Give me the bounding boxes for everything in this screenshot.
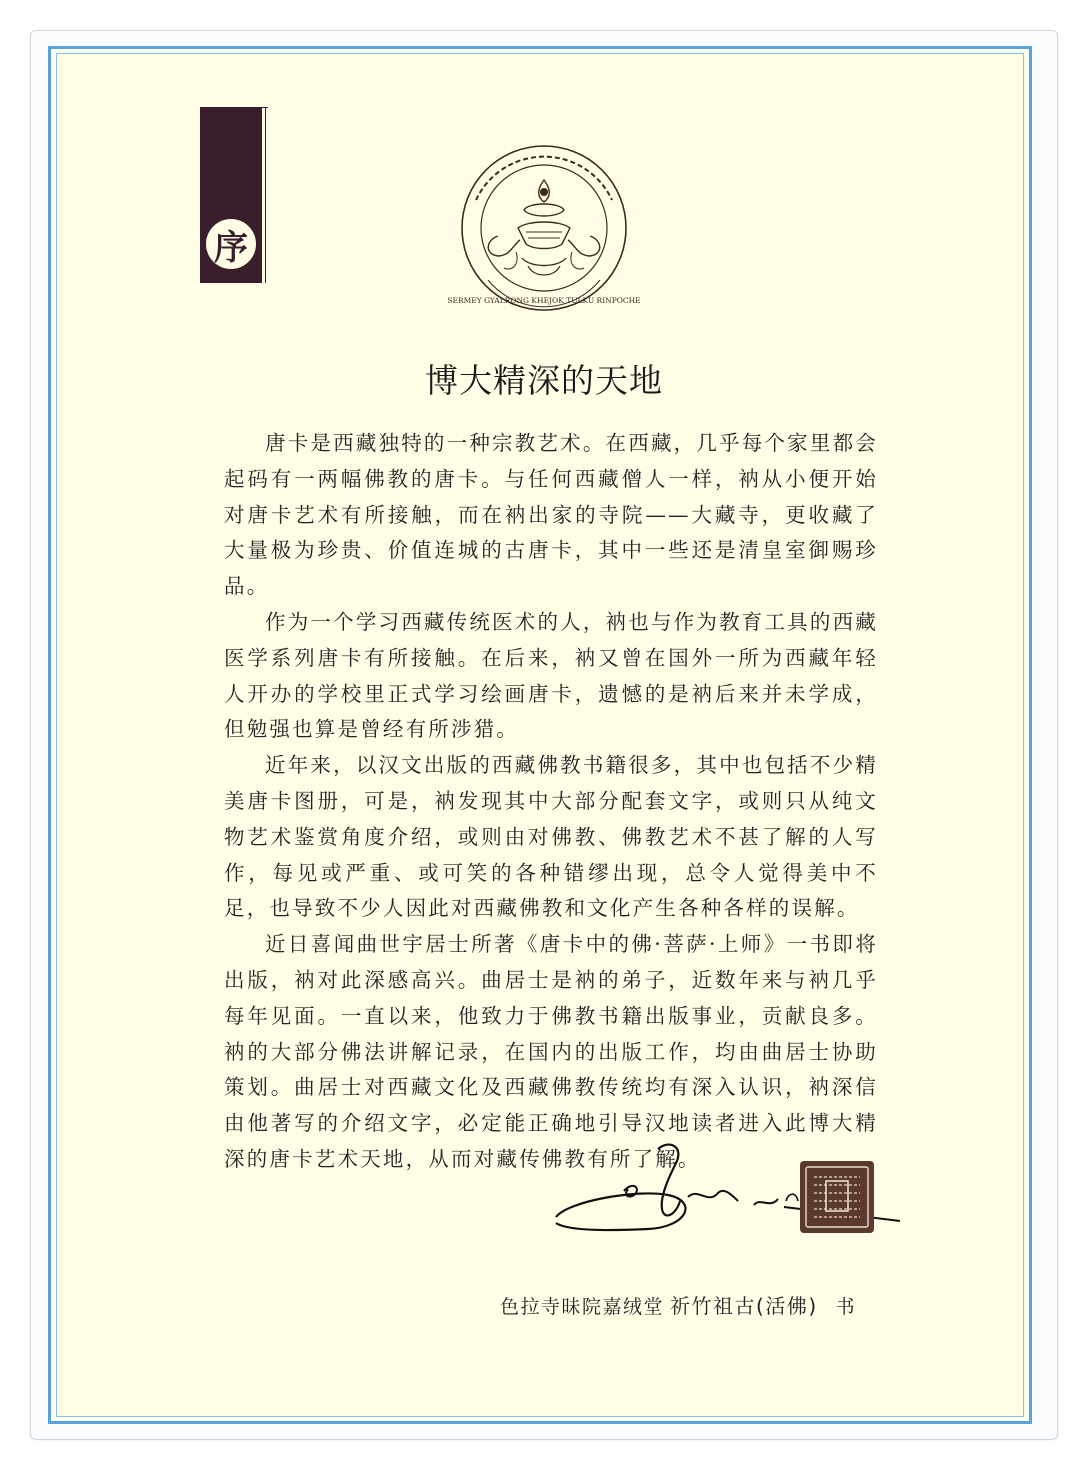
section-tab-rule: [200, 107, 268, 108]
attribution: [500, 1290, 856, 1319]
seal-stamp: [800, 1161, 874, 1233]
section-tab: [200, 107, 262, 283]
paragraph: 唐卡是西藏独特的一种宗教艺术。在西藏，几乎每个家里都会起码有一两幅佛教的唐卡。与任何西藏僧人一样，衲从小便开始对唐卡艺术有所接触，而在衲出家的寺院——大藏寺，更收藏了大量极为珍贵、价值连城的古唐卡，其中一些还是清皇室御赐珍品。: [224, 431, 878, 599]
seal-text: SERMEY GYALRONG KHEJOK TULKU RINPOCHE: [447, 296, 641, 305]
body-text: [224, 426, 878, 1178]
page-title: 博大精深的天地: [425, 361, 663, 400]
paragraph: 近日喜闻曲世宇居士所著《唐卡中的佛·菩萨·上师》一书即将出版，衲对此深感高兴。曲居士是衲的弟子，近数年来与衲几乎每年见面。一直以来，他致力于佛教书籍出版事业，贡献良多。衲的大部分佛法讲解记录，在国内的出版工作，均由曲居士协助策划。曲居士对西藏文化及西藏佛教传统均有深入认识，衲深信由他著写的介绍文字，必定能正确地引导汉地读者进入此博大精深的唐卡艺术天地，从而对藏传佛教有所了解。: [224, 932, 878, 1171]
paragraph: 作为一个学习西藏传统医术的人，衲也与作为教育工具的西藏医学系列唐卡有所接触。在后来，衲又曾在国外一所为西藏年轻人开办的学校里正式学习绘画唐卡，遗憾的是衲后来并未学成，但勉强也算是曾经有所涉猎。: [224, 609, 878, 742]
attribution-org: 色拉寺昧院嘉绒堂: [500, 1296, 665, 1318]
signature-and-stamp: [548, 1135, 908, 1250]
section-mark: 序: [206, 219, 256, 269]
attribution-suffix: 书: [835, 1296, 857, 1318]
paragraph: 近年来，以汉文出版的西藏佛教书籍很多，其中也包括不少精美唐卡图册，可是，衲发现其中大部分配套文字，或则只从纯文物艺术鉴赏角度介绍，或则由对佛教、佛教艺术不甚了解的人写作，每见或严重、或可笑的各种错缪出现，总令人觉得美中不足，也导致不少人因此对西藏佛教和文化产生各种各样的误解。: [224, 753, 878, 921]
seal-emblem: [447, 140, 641, 320]
attribution-name: 祈竹祖古(活佛): [670, 1294, 818, 1318]
